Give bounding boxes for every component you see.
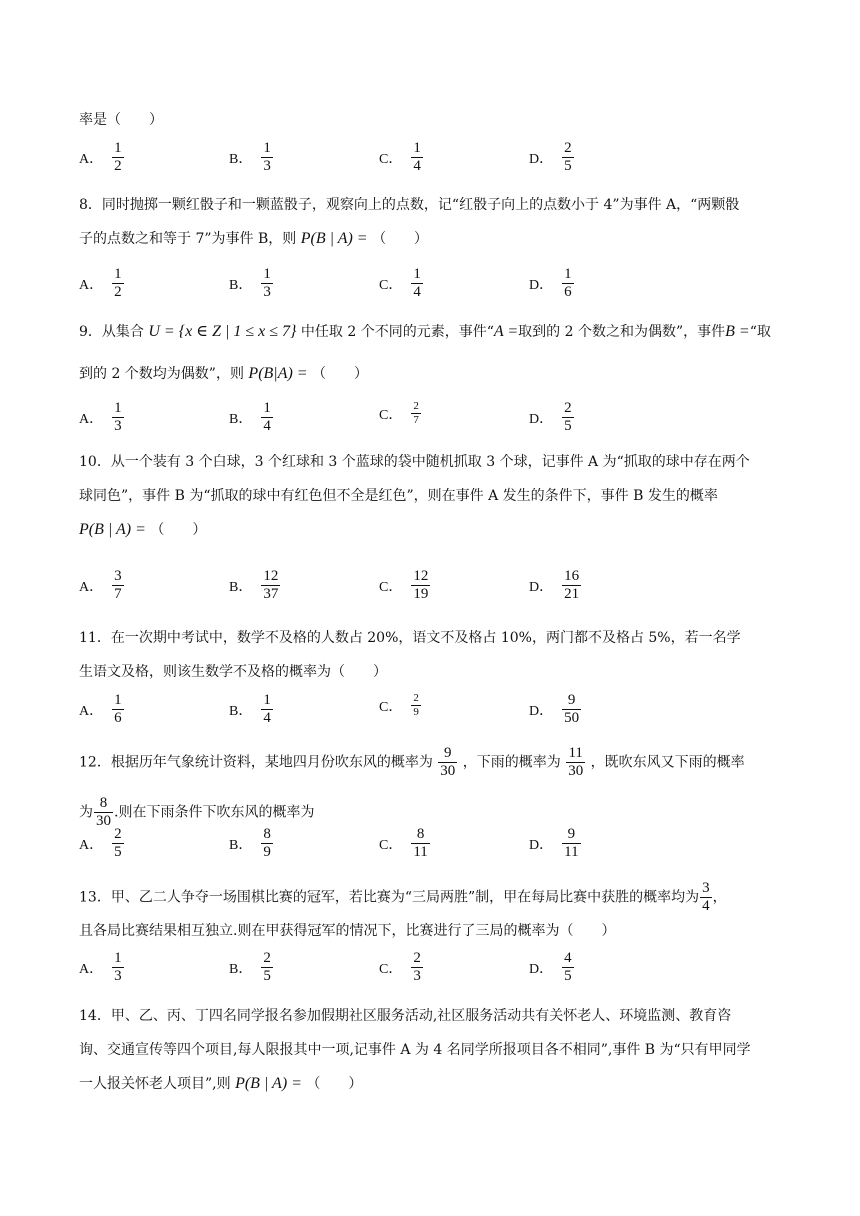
option-label: B． bbox=[229, 151, 253, 167]
q14-pba: P(B | A) = bbox=[235, 1075, 302, 1092]
option-label: D． bbox=[529, 277, 554, 293]
option-label: D． bbox=[529, 961, 554, 977]
option-fraction bbox=[261, 826, 273, 861]
fraction-denominator: 5 bbox=[114, 844, 122, 860]
fraction-denominator: 9 bbox=[263, 844, 271, 860]
q13-fraction-p: $\frac{3}{4}$ bbox=[702, 880, 710, 914]
fraction-denominator: 7 bbox=[413, 414, 419, 426]
option-label: D． bbox=[529, 703, 554, 719]
option-label: C． bbox=[379, 407, 403, 423]
fraction-denominator: 3 bbox=[263, 284, 271, 300]
fraction-numerator: 2 bbox=[114, 826, 122, 842]
fraction-numerator: 2 bbox=[263, 950, 271, 966]
q13-line-2: 且各局比赛结果相互独立.则在甲获得冠军的情况下，比赛进行了三局的概率为（ ） bbox=[79, 923, 616, 939]
q9-pba: P(B|A) = bbox=[248, 365, 308, 382]
option-fraction bbox=[112, 400, 124, 435]
q9-set-u: U = {x ∈ Z | 1 ≤ x ≤ 7} bbox=[148, 323, 297, 340]
fraction-denominator: 4 bbox=[263, 418, 271, 434]
q10-line-2: 球同色”，事件 B 为“抓取的球中有红色但不全是红色”，则在事件 A 发生的条件下，事件 B 发生的概率 bbox=[79, 488, 718, 504]
option-label: B． bbox=[229, 961, 253, 977]
fraction-denominator: 4 bbox=[263, 710, 271, 726]
fraction-denominator: 19 bbox=[413, 586, 429, 602]
fraction-numerator: 8 bbox=[416, 826, 425, 842]
q8-text: 子的点数之和等于 7”为事件 B，则 bbox=[79, 231, 297, 247]
option-fraction bbox=[562, 692, 581, 727]
fraction-numerator: 4 bbox=[564, 950, 572, 966]
option-fraction bbox=[411, 400, 421, 427]
fraction-denominator: 5 bbox=[564, 418, 572, 434]
fraction-denominator: 11 bbox=[564, 844, 579, 860]
q14-line-3 bbox=[79, 1074, 362, 1094]
q12-text-4: 为 bbox=[79, 804, 93, 821]
q12-fraction-east: $\frac{9}{30}$ bbox=[440, 745, 456, 779]
fraction-denominator: 21 bbox=[564, 586, 580, 602]
q7-option-d bbox=[529, 140, 575, 175]
q9-text-2: 中任取 2 个不同的元素，事件“ bbox=[300, 324, 494, 340]
option-fraction bbox=[411, 950, 423, 985]
fraction-denominator: 6 bbox=[114, 710, 122, 726]
option-fraction bbox=[112, 266, 124, 301]
q9-text-1: 9．从集合 bbox=[79, 324, 144, 340]
option-fraction bbox=[112, 140, 124, 175]
q9-option-c bbox=[379, 400, 422, 427]
q13-text-1: 13．甲、乙二人争夺一场围棋比赛的冠军，若比赛为“三局两胜”制，甲在每局比赛中获胜的概率均为 bbox=[79, 889, 700, 906]
option-fraction bbox=[411, 692, 421, 719]
q9-option-b bbox=[229, 400, 274, 435]
option-label: A． bbox=[79, 411, 104, 427]
fraction-numerator: 1 bbox=[564, 266, 572, 282]
fraction-denominator: 5 bbox=[263, 968, 271, 984]
q12-fraction-both: $\frac{8}{30}$ bbox=[96, 795, 111, 829]
q10-blank: （ ） bbox=[150, 522, 207, 538]
q9-text-4: “取 bbox=[749, 324, 771, 340]
option-fraction bbox=[112, 950, 124, 985]
fraction-numerator: 1 bbox=[413, 266, 421, 282]
q13-line-1 bbox=[79, 880, 727, 915]
option-label: A． bbox=[79, 277, 104, 293]
fraction-denominator: 37 bbox=[263, 586, 279, 602]
fraction-numerator: 1 bbox=[114, 140, 122, 156]
option-label: C． bbox=[379, 277, 403, 293]
q8-blank: （ ） bbox=[372, 231, 429, 247]
q10-option-d bbox=[529, 568, 582, 603]
fraction-denominator: 6 bbox=[564, 284, 572, 300]
option-fraction bbox=[411, 140, 423, 175]
option-label: C． bbox=[379, 837, 403, 853]
q14-line-2: 询、交通宣传等四个项目,每人限报其中一项,记事件 A 为 4 名同学所报项目各不相同”,事件 B 为“只有甲同学 bbox=[79, 1042, 751, 1058]
option-fraction bbox=[411, 266, 423, 301]
fraction-numerator: 2 bbox=[564, 400, 572, 416]
q8-option-b bbox=[229, 266, 274, 301]
q7-option-c bbox=[379, 140, 424, 175]
fraction-numerator: 1 bbox=[263, 692, 271, 708]
option-fraction bbox=[411, 826, 429, 861]
option-label: C． bbox=[379, 151, 403, 167]
q8-line-1: 8．同时抛掷一颗红骰子和一颗蓝骰子，观察向上的点数，记“红骰子向上的点数小于 4”为事件 A，“两颗骰 bbox=[79, 197, 740, 213]
fraction-numerator: 1 bbox=[263, 400, 271, 416]
q12-option-d bbox=[529, 826, 582, 861]
option-label: A． bbox=[79, 703, 104, 719]
fraction-denominator: 50 bbox=[564, 710, 580, 726]
q12-text-3: ，既吹东风又下雨的概率 bbox=[590, 754, 745, 771]
fraction-numerator: 1 bbox=[263, 266, 271, 282]
fraction-numerator: 12 bbox=[263, 568, 279, 584]
q11-option-d bbox=[529, 692, 582, 727]
q9-event-b: B = bbox=[725, 323, 750, 340]
fraction-numerator: 1 bbox=[114, 266, 122, 282]
fraction-denominator: 11 bbox=[413, 844, 428, 860]
q12-option-c bbox=[379, 826, 431, 861]
fraction-numerator: 1 bbox=[114, 950, 122, 966]
option-label: B． bbox=[229, 579, 253, 595]
option-label: C． bbox=[379, 961, 403, 977]
q8-option-c bbox=[379, 266, 424, 301]
q11-line-1: 11．在一次期中考试中，数学不及格的人数占 20%，语文不及格占 10%，两门都不及格占 5%，若一名学 bbox=[79, 630, 741, 646]
option-label: D． bbox=[529, 411, 554, 427]
q13-option-d bbox=[529, 950, 575, 985]
option-fraction bbox=[411, 568, 430, 603]
option-label: A． bbox=[79, 151, 104, 167]
fraction-numerator: 1 bbox=[114, 692, 122, 708]
option-label: D． bbox=[529, 837, 554, 853]
q9-line-1 bbox=[79, 322, 771, 342]
fraction-denominator: 3 bbox=[263, 158, 271, 174]
q14-line-1: 14．甲、乙、丙、丁四名同学报名参加假期社区服务活动,社区服务活动共有关怀老人、环境监测、教育咨 bbox=[79, 1008, 732, 1024]
option-fraction bbox=[562, 140, 574, 175]
fraction-numerator: 16 bbox=[564, 568, 580, 584]
option-fraction bbox=[261, 950, 273, 985]
option-label: C． bbox=[379, 699, 403, 715]
fraction-numerator: 12 bbox=[413, 568, 429, 584]
q7-option-b bbox=[229, 140, 274, 175]
q7-tail-text: 率是（ ） bbox=[79, 112, 163, 128]
fraction-denominator: 5 bbox=[564, 968, 572, 984]
q9-event-a: A = bbox=[493, 323, 519, 340]
q12-text-2: ，下雨的概率为 bbox=[462, 754, 561, 771]
fraction-numerator: 2 bbox=[413, 692, 419, 704]
fraction-numerator: 8 bbox=[263, 826, 271, 842]
option-label: B． bbox=[229, 411, 253, 427]
q11-option-b bbox=[229, 692, 274, 727]
option-label: D． bbox=[529, 579, 554, 595]
fraction-denominator: 7 bbox=[114, 586, 122, 602]
q12-option-b bbox=[229, 826, 274, 861]
fraction-numerator: 1 bbox=[413, 140, 421, 156]
q11-line-2: 生语文及格，则该生数学不及格的概率为（ ） bbox=[79, 664, 387, 680]
option-fraction bbox=[112, 568, 124, 603]
fraction-denominator: 2 bbox=[114, 158, 122, 174]
option-fraction bbox=[112, 826, 124, 861]
q9-text-5: 到的 2 个数均为偶数”，则 bbox=[79, 366, 244, 382]
option-fraction bbox=[112, 692, 124, 727]
option-label: B． bbox=[229, 277, 253, 293]
q12-fraction-rain: $\frac{11}{30}$ bbox=[568, 745, 584, 779]
option-label: C． bbox=[379, 579, 403, 595]
fraction-denominator: 2 bbox=[114, 284, 122, 300]
option-label: B． bbox=[229, 703, 253, 719]
option-fraction bbox=[562, 826, 580, 861]
fraction-denominator: 5 bbox=[564, 158, 572, 174]
fraction-denominator: 3 bbox=[114, 418, 122, 434]
q12-option-a bbox=[79, 826, 125, 861]
option-label: A． bbox=[79, 961, 104, 977]
q9-text-3: 取到的 2 个数之和为偶数”，事件 bbox=[518, 324, 726, 340]
q11-option-c bbox=[379, 692, 422, 719]
q10-option-c bbox=[379, 568, 431, 603]
option-fraction bbox=[261, 568, 280, 603]
fraction-numerator: 2 bbox=[564, 140, 572, 156]
option-fraction bbox=[261, 140, 273, 175]
option-label: A． bbox=[79, 579, 104, 595]
fraction-denominator: 4 bbox=[413, 284, 421, 300]
q11-option-a bbox=[79, 692, 125, 727]
option-fraction bbox=[261, 400, 273, 435]
q9-option-a bbox=[79, 400, 125, 435]
q13-option-b bbox=[229, 950, 274, 985]
q13-text-2: ， bbox=[712, 889, 727, 906]
option-label: A． bbox=[79, 837, 104, 853]
fraction-numerator: 3 bbox=[114, 568, 122, 584]
q9-option-d bbox=[529, 400, 575, 435]
fraction-denominator: 9 bbox=[413, 706, 419, 718]
fraction-denominator: 4 bbox=[413, 158, 421, 174]
q14-text: 一人报关怀老人项目”,则 bbox=[79, 1076, 231, 1092]
option-label: D． bbox=[529, 151, 554, 167]
q7-option-a bbox=[79, 140, 125, 175]
q10-line-3 bbox=[79, 520, 206, 540]
q13-option-c bbox=[379, 950, 424, 985]
option-fraction bbox=[562, 568, 581, 603]
q12-text-1: 12．根据历年气象统计资料，某地四月份吹东风的概率为 bbox=[79, 754, 433, 771]
option-fraction bbox=[261, 692, 273, 727]
q10-line-1: 10．从一个装有 3 个白球，3 个红球和 3 个蓝球的袋中随机抓取 3 个球，记事件 A 为“抓取的球中存在两个 bbox=[79, 454, 750, 470]
fraction-numerator: 1 bbox=[263, 140, 271, 156]
q10-option-a bbox=[79, 568, 125, 603]
q12-line-1 bbox=[79, 745, 745, 780]
fraction-numerator: 1 bbox=[114, 400, 122, 416]
option-fraction bbox=[562, 950, 574, 985]
fraction-denominator: 3 bbox=[413, 968, 421, 984]
q14-blank: （ ） bbox=[306, 1076, 363, 1092]
q10-option-b bbox=[229, 568, 281, 603]
q8-option-d bbox=[529, 266, 575, 301]
option-fraction bbox=[261, 266, 273, 301]
option-fraction bbox=[562, 266, 574, 301]
fraction-numerator: 9 bbox=[567, 692, 576, 708]
option-fraction bbox=[562, 400, 574, 435]
q12-line-2 bbox=[79, 795, 314, 830]
q8-line-2 bbox=[79, 229, 428, 249]
fraction-numerator: 2 bbox=[413, 400, 419, 412]
q13-option-a bbox=[79, 950, 125, 985]
fraction-numerator: 9 bbox=[567, 826, 576, 842]
q12-text-5: .则在下雨条件下吹东风的概率为 bbox=[114, 804, 315, 821]
q9-blank: （ ） bbox=[312, 366, 369, 382]
fraction-denominator: 3 bbox=[114, 968, 122, 984]
q8-option-a bbox=[79, 266, 125, 301]
q10-pba: P(B | A) = bbox=[79, 521, 146, 538]
option-label: B． bbox=[229, 837, 253, 853]
q9-line-2 bbox=[79, 364, 368, 384]
fraction-numerator: 2 bbox=[413, 950, 421, 966]
q8-pba: P(B | A) = bbox=[300, 230, 368, 247]
